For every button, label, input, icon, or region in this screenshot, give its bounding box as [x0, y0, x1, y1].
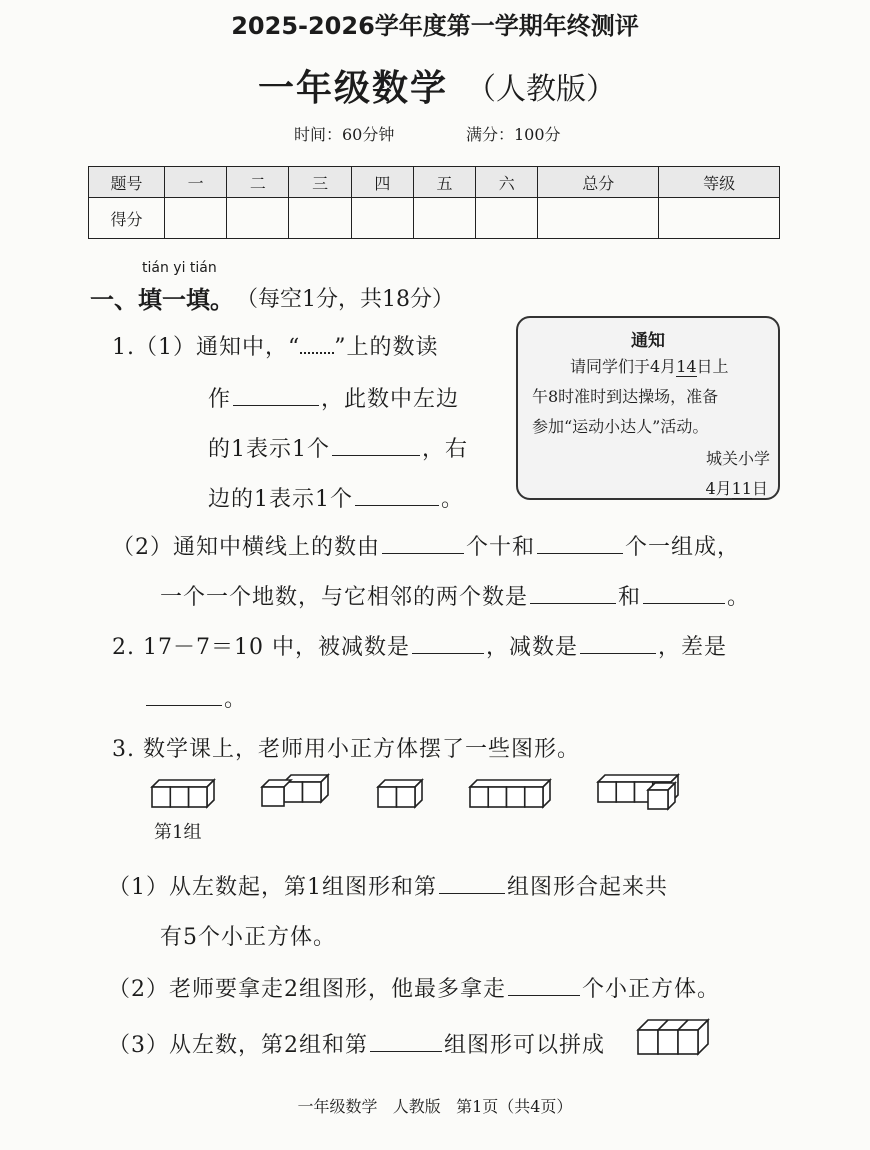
notice-date	[705, 476, 768, 499]
section-title: 一、填一填。	[90, 285, 234, 314]
q2-text: 。	[224, 687, 248, 712]
exam-year-title: 2025-2026学年度第一学期年终测评	[231, 12, 639, 40]
answer-blank[interactable]	[580, 631, 656, 654]
cube-group-4	[470, 780, 552, 810]
q1-text: 1.（1）通知中，“	[112, 335, 301, 360]
q1-part2-line2	[160, 580, 750, 611]
subject-title: 一年级数学	[258, 67, 449, 109]
q2-text: 2. 17－7＝10 中，被减数是	[112, 635, 410, 660]
q1-text: 个一组成，	[625, 535, 741, 560]
q2-text: ，差是	[657, 635, 727, 660]
q1-text: 个十和	[466, 535, 536, 560]
answer-blank[interactable]	[146, 683, 222, 706]
wavy-underline-blank	[300, 330, 334, 354]
notice-line3: 参加“运动小达人”活动。	[532, 417, 709, 436]
score-table-header-cell: 等级	[659, 167, 780, 198]
time-label: 时间：60分钟	[294, 125, 395, 144]
q3-part1-line1	[108, 870, 668, 901]
q1-part1-line1	[112, 330, 439, 361]
answer-blank[interactable]	[412, 631, 484, 654]
score-table-header-row	[89, 167, 780, 198]
q3-part1-line2: 有5个小正方体。	[160, 925, 336, 950]
notice-number: 11	[731, 479, 752, 498]
group-1-label: 第1组	[154, 822, 202, 843]
page-footer: 一年级数学 人教版 第1页（共4页）	[297, 1097, 573, 1116]
score-table-header-cell: 一	[165, 167, 227, 198]
q3-text: （3）从左数，第2组和第	[108, 1033, 368, 1058]
q1-text: 边的1表示1个	[208, 487, 353, 512]
q1-text: ，此数中左边	[321, 387, 460, 412]
q1-part1-line4	[208, 482, 464, 513]
notice-text: 4月	[705, 479, 732, 498]
notice-box	[516, 316, 780, 500]
score-table-header-cell: 四	[351, 167, 413, 198]
section-points: （每空1分，共18分）	[236, 287, 454, 312]
notice-number: 14	[676, 357, 697, 376]
q1-part1-line2	[208, 382, 459, 413]
score-cell[interactable]	[289, 198, 351, 239]
q1-text: 。	[727, 585, 751, 610]
answer-blank[interactable]	[530, 581, 616, 604]
score-table-header-cell: 二	[227, 167, 289, 198]
notice-signature: 城关小学	[705, 449, 770, 468]
score-table-header-cell: 题号	[89, 167, 165, 198]
score-table	[88, 166, 780, 239]
score-cell[interactable]	[413, 198, 475, 239]
answer-blank[interactable]	[332, 433, 420, 456]
score-cell[interactable]	[476, 198, 538, 239]
notice-text: 日	[751, 479, 768, 498]
answer-blank[interactable]	[233, 383, 319, 406]
target-cube-shape	[638, 1020, 710, 1056]
q1-text: （2）通知中横线上的数由	[112, 535, 380, 560]
score-table-header-cell: 总分	[538, 167, 659, 198]
q3-part2	[108, 972, 720, 1003]
notice-text: 请同学们于4月	[570, 357, 677, 376]
cube-group-2	[262, 775, 332, 809]
score-table-header-cell: 五	[413, 167, 475, 198]
edition-label: （人教版）	[466, 72, 616, 107]
score-cell[interactable]	[227, 198, 289, 239]
q3-text: 个小正方体。	[582, 977, 721, 1002]
full-score-label: 满分：100分	[466, 125, 561, 144]
q1-text: 和	[618, 585, 642, 610]
q1-text: 一个一个地数，与它相邻的两个数是	[160, 585, 529, 610]
score-row-label: 得分	[89, 198, 165, 239]
q3-stem: 3. 数学课上，老师用小正方体摆了一些图形。	[112, 737, 580, 762]
score-cell[interactable]	[165, 198, 227, 239]
q3-part3	[108, 1028, 700, 1059]
answer-blank[interactable]	[370, 1029, 442, 1052]
score-table-header-cell: 六	[476, 167, 538, 198]
notice-title: 通知	[631, 331, 665, 351]
q2-line1	[112, 630, 727, 661]
q1-text: 。	[441, 487, 465, 512]
answer-blank[interactable]	[439, 871, 505, 894]
q3-text: 组图形可以拼成	[444, 1033, 606, 1058]
q1-text: 作	[208, 387, 232, 412]
score-table-header-cell: 三	[289, 167, 351, 198]
section-pinyin: tián yi tián	[142, 260, 217, 276]
q3-text: （2）老师要拿走2组图形，他最多拿走	[108, 977, 506, 1002]
q3-text: 组图形合起来共	[507, 875, 669, 900]
score-cell[interactable]	[351, 198, 413, 239]
notice-line1	[570, 354, 729, 377]
answer-blank[interactable]	[643, 581, 725, 604]
answer-blank[interactable]	[508, 973, 580, 996]
cube-group-1	[152, 780, 216, 810]
score-cell[interactable]	[538, 198, 659, 239]
answer-blank[interactable]	[355, 483, 439, 506]
q2-text: ，减数是	[485, 635, 578, 660]
q2-line2	[144, 682, 247, 713]
score-table-score-row	[89, 198, 780, 239]
q1-text: ”上的数读	[334, 335, 439, 360]
cube-group-3	[378, 780, 424, 810]
score-cell[interactable]	[659, 198, 780, 239]
q3-text: （1）从左数起，第1组图形和第	[108, 875, 437, 900]
q1-text: ，右	[422, 437, 469, 462]
notice-line2: 午8时准时到达操场，准备	[532, 387, 719, 406]
cube-group-5	[598, 775, 682, 811]
q1-part1-line3	[208, 432, 468, 463]
q1-text: 的1表示1个	[208, 437, 330, 462]
answer-blank[interactable]	[537, 531, 623, 554]
answer-blank[interactable]	[382, 531, 464, 554]
q1-part2-line1	[112, 530, 740, 561]
notice-text: 日上	[696, 357, 729, 376]
